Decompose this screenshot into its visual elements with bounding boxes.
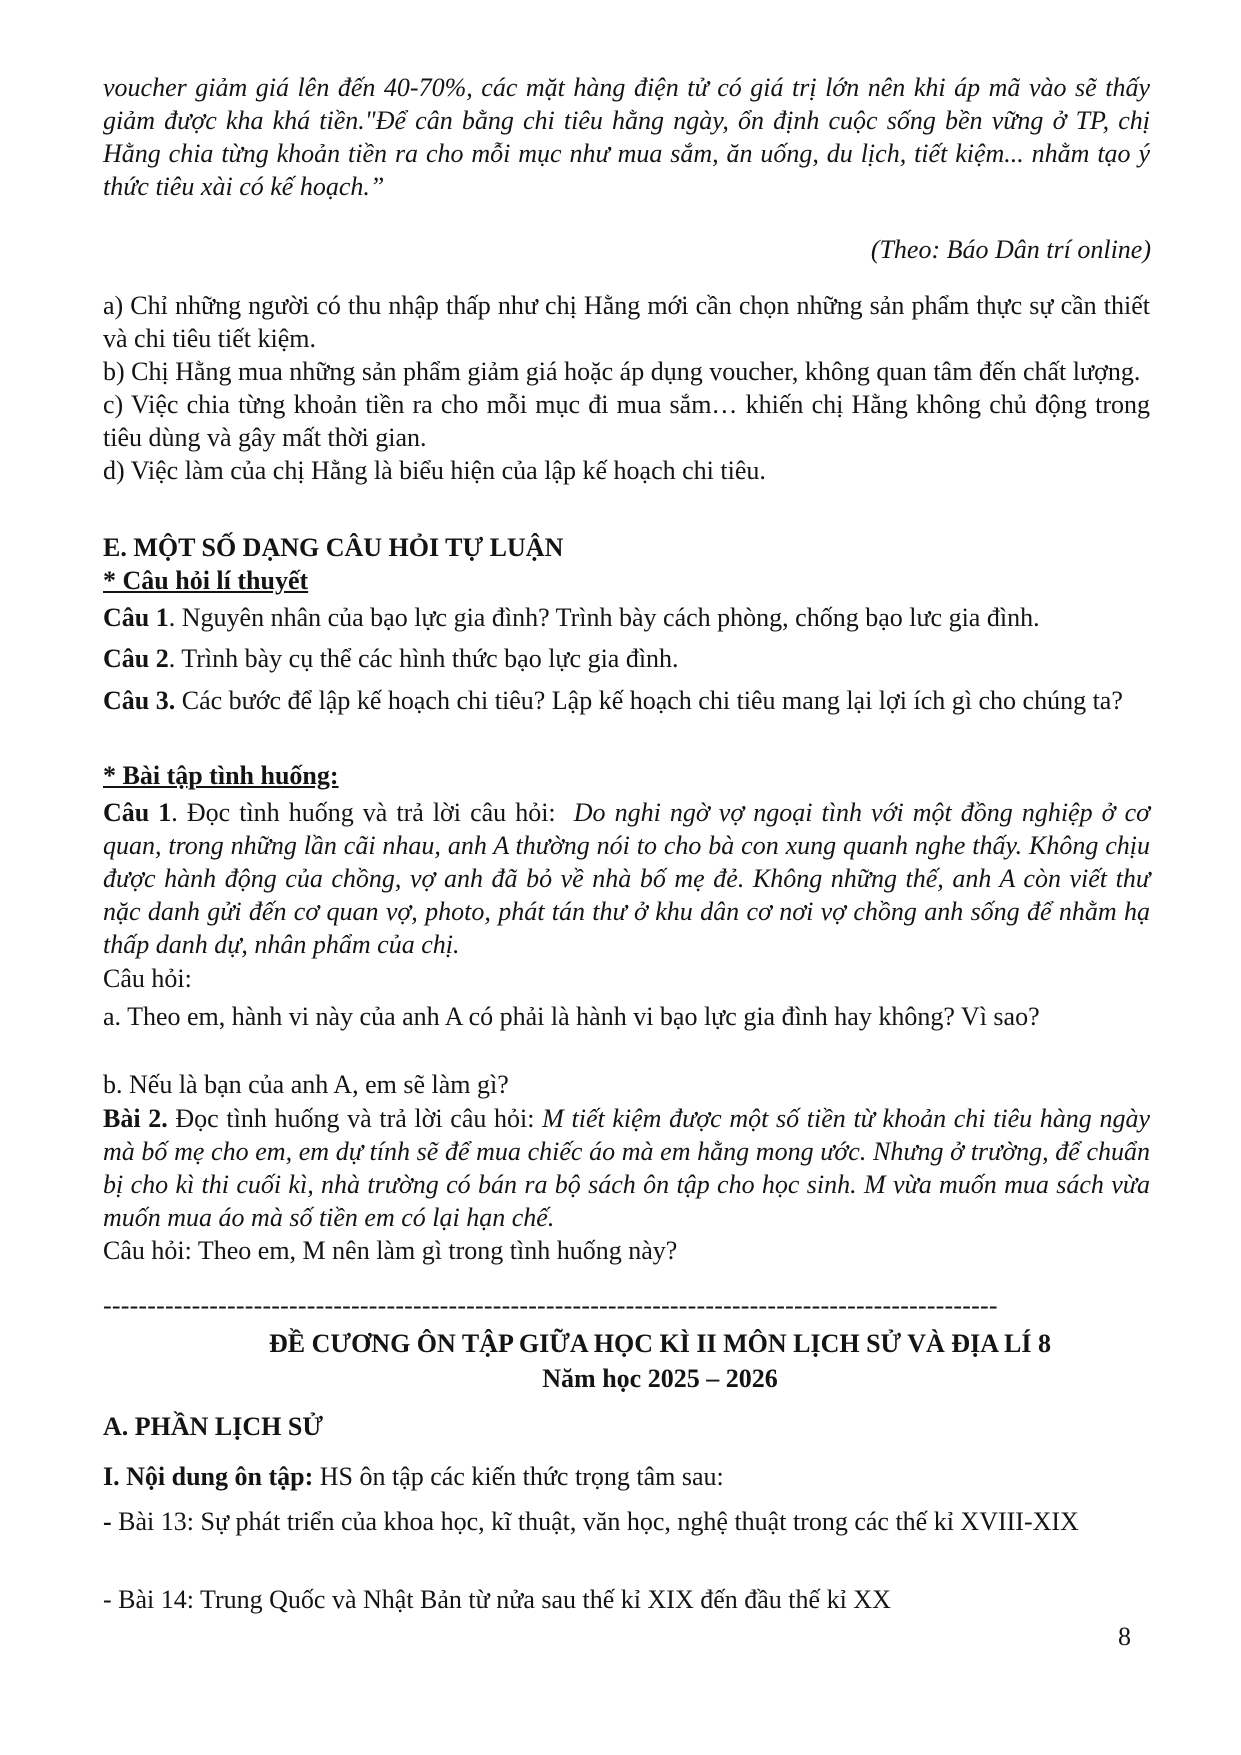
quote-source: (Theo: Báo Dân trí online) <box>870 235 1151 264</box>
theory-q2 <box>103 642 1150 675</box>
theory-q3 <box>103 682 1150 719</box>
separator-line: ----------------------------------------------------------------------------------------------------- <box>103 1291 998 1320</box>
case1-story: Do nghi ngờ vợ ngoại tình với một đồng nghiệp ở cơ quan, trong những lần cãi nhau, anh A thường nói to cho bà con xung quanh nghe thấy. Không chịu được hành động của chồng, vợ anh đã bỏ về nhà bố mẹ đẻ. Không những thế, anh A còn viết thư nặc danh gửi đến cơ quan vợ, photo, phát tán thư ở khu dân cơ nơi vợ chồng anh sống để nhằm hạ thấp danh dự, nhân phẩm của chị. <box>103 798 1150 959</box>
case1-label: Câu 1 <box>103 798 172 827</box>
statement-b: b) Chị Hằng mua những sản phẩm giảm giá hoặc áp dụng voucher, không quan tâm đến chất lượng. <box>103 357 1141 386</box>
page-number: 8 <box>1118 1622 1131 1651</box>
case2-label: Bài 2. <box>103 1104 168 1133</box>
theory-heading: * Câu hỏi lí thuyết <box>103 566 309 595</box>
lesson-13-text: Bài 13: Sự phát triển của khoa học, kĩ thuật, văn học, nghệ thuật trong các thế kỉ XVIII-XIX <box>118 1507 1079 1536</box>
theory-q1 <box>103 601 1150 634</box>
theory-q1-text: . Nguyên nhân của bạo lực gia đình? Trình bày cách phòng, chống bạo lưc gia đình. <box>168 603 1040 632</box>
lesson-13-dash: - <box>103 1507 119 1536</box>
statement-list <box>103 289 1150 487</box>
content-line <box>103 1460 1150 1493</box>
theory-q3-label: Câu 3. <box>103 686 176 715</box>
theory-q2-label: Câu 2 <box>103 644 169 673</box>
theory-q1-label: Câu 1 <box>103 603 169 632</box>
case2-paragraph <box>103 1102 1150 1234</box>
statement-c: c) Việc chia từng khoản tiền ra cho mỗi mục đi mua sắm… khiến chị Hằng không chủ động trong tiêu dùng và gây mất thời gian. <box>103 390 1150 452</box>
outline-year: Năm học 2025 – 2026 <box>542 1364 778 1393</box>
case1-intro: . Đọc tình huống và trả lời câu hỏi: <box>171 798 556 827</box>
case2-intro: Đọc tình huống và trả lời câu hỏi: <box>167 1104 535 1133</box>
lesson-13 <box>103 1503 1150 1540</box>
theory-q2-text: . Trình bày cụ thể các hình thức bạo lực gia đình. <box>168 644 679 673</box>
outline-title: ĐỀ CƯƠNG ÔN TẬP GIỮA HỌC KÌ II MÔN LỊCH SỬ VÀ ĐỊA LÍ 8 <box>268 1329 1052 1358</box>
section-e-heading: E. MỘT SỐ DẠNG CÂU HỎI TỰ LUẬN <box>103 533 564 562</box>
case2-question: Câu hỏi: Theo em, M nên làm gì trong tình huống này? <box>103 1236 678 1265</box>
lesson-14: - Bài 14: Trung Quốc và Nhật Bản từ nửa sau thế kỉ XIX đến đầu thế kỉ XX <box>103 1585 891 1614</box>
content-label: I. Nội dung ôn tập: <box>103 1462 314 1491</box>
quote-body: voucher giảm giá lên đến 40-70%, các mặt hàng điện tử có giá trị lớn nên khi áp mã vào sẽ thấy giảm được kha khá tiền."Để cân bằng chi tiêu hằng ngày, ổn định cuộc sống bền vững ở TP, chị Hằng chia từng khoản tiền ra cho mỗi mục như mua sắm, ăn uống, du lịch, tiết kiệm... nhằm tạo ý thức tiêu xài có kế hoạch.” <box>103 73 1150 201</box>
case1-question-label: Câu hỏi: <box>103 964 192 993</box>
content-text: HS ôn tập các kiến thức trọng tâm sau: <box>313 1462 724 1491</box>
case1-question-a: a. Theo em, hành vi này của anh A có phải là hành vi bạo lực gia đình hay không? Vì sao? <box>103 1002 1040 1031</box>
statement-a: a) Chỉ những người có thu nhập thấp như chị Hằng mới cần chọn những sản phẩm thực sự cần thiết và chi tiêu tiết kiệm. <box>103 291 1150 353</box>
case1-question-b: b. Nếu là bạn của anh A, em sẽ làm gì? <box>103 1070 509 1099</box>
part-a-heading: A. PHẦN LỊCH SỬ <box>103 1412 324 1441</box>
theory-q3-text: Các bước để lập kế hoạch chi tiêu? Lập kế hoạch chi tiêu mang lại lợi ích gì cho chúng ta? <box>175 686 1123 715</box>
statement-d: d) Việc làm của chị Hằng là biểu hiện của lập kế hoạch chi tiêu. <box>103 456 766 485</box>
case1-paragraph <box>103 796 1150 961</box>
case2-story: M tiết kiệm được một số tiền từ khoản chi tiêu hàng ngày mà bố mẹ cho em, em dự tính sẽ để mua chiếc áo mà em hằng mong ước. Nhưng ở trường, để chuẩn bị cho kì thi cuối kì, nhà trường có bán ra bộ sách ôn tập cho học sinh. M vừa muốn mua sách vừa muốn mua áo mà số tiền em có lại hạn chế. <box>103 1104 1151 1232</box>
case-heading: * Bài tập tình huống: <box>103 761 339 790</box>
